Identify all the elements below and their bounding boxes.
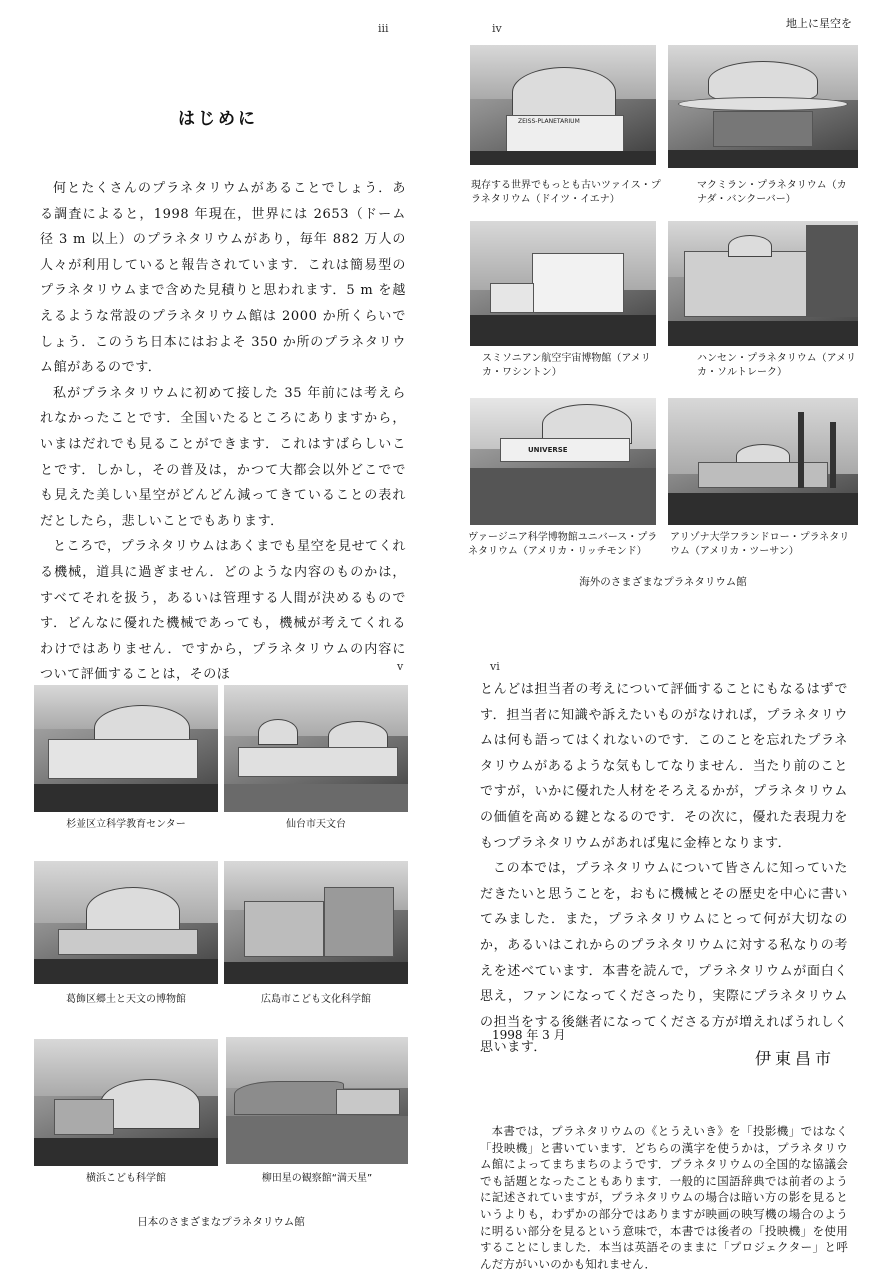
page-number-iv: iv (492, 22, 502, 35)
photo-yanagida (226, 1037, 408, 1164)
caption-zeiss-jena: 現存する世界でもっとも古いツァイス・プラネタリウム（ドイツ・イエナ） (471, 180, 661, 205)
caption-virginia-universe: ヴァージニア科学博物館ユニバース・プラネタリウム（アメリカ・リッチモンド） (468, 532, 658, 557)
page-number-vi: vi (490, 660, 500, 673)
caption-yokohama: 横浜こども科学館 (86, 1173, 166, 1184)
overseas-section-caption: 海外のさまざまなプラネタリウム館 (579, 576, 747, 588)
photo-hiroshima (224, 861, 408, 984)
page-title: はじめに (178, 109, 258, 129)
caption-hiroshima: 広島市こども文化科学館 (261, 994, 371, 1005)
caption-hansen: ハンセン・プラネタリウム（アメリカ・ソルトレーク） (697, 353, 856, 378)
caption-yanagida: 柳田星の観察館“満天星” (261, 1173, 373, 1184)
closing-paragraph-2: この本では，プラネタリウムについて皆さんに知っていただきたいと思うことを，おもに機械とその歴史を中心に書いてみました．また，プラネタリウムにとって何が大切なのか，あるいはこれからのプラネタリウムに対する私なりの考えを述べています．本書を読んで，プラネタリウムが面白く思え，ファンになってくださったり，実際にプラネタリウムの担当をする後継者になってくださる方が増えればうれしく思います． (480, 861, 848, 1056)
intro-paragraph-2: 私がプラネタリウムに初めて接した 35 年前には考えられなかったことです．全国いたるところにありますから，いまはだれでも見ることができます．これはすばらしいことです．しかし，その普及は，かつて大都会以外どこででも見えた美しい星空がどんどん減ってきていることの表れだとしたら，悲しいことでもあります． (40, 385, 406, 529)
closing-text (480, 677, 848, 1061)
japan-section-caption: 日本のさまざまなプラネタリウム館 (137, 1216, 305, 1228)
header-label: 地上に星空を (786, 17, 852, 30)
photo-macmillan (668, 45, 858, 168)
page-number-v: v (397, 660, 404, 673)
caption-macmillan: マクミラン・プラネタリウム（カナダ・バンクーバー） (697, 180, 847, 205)
translation-note (480, 1123, 848, 1272)
page-number-iii: iii (378, 22, 389, 35)
caption-suginami: 杉並区立科学教育センター (66, 819, 186, 830)
caption-sendai: 仙台市天文台 (286, 819, 346, 830)
photo-katsushika (34, 861, 218, 984)
photo-smithsonian (470, 221, 656, 346)
photo-virginia-universe (470, 398, 656, 525)
universe-sign: UNIVERSE (528, 446, 568, 454)
photo-zeiss-jena (470, 45, 656, 165)
author-name: 伊東昌市 (755, 1049, 836, 1068)
zeiss-sign: ZEISS-PLANETARIUM (518, 118, 580, 125)
photo-suginami (34, 685, 218, 812)
intro-text (40, 176, 406, 688)
photo-yokohama (34, 1039, 218, 1166)
closing-paragraph-1: とんどは担当者の考えについて評価することにもなるはずです．担当者に知識や訴えたいものがなければ，プラネタリウムは何も語ってはくれないのです．このことを忘れたプラネタリウムがあるような気もしてなりません．当たり前のことですが，いかに優れた人材をそろえるかが，プラネタリウムの価値を高める鍵となるのです．その次に，優れた表現力をもつプラネタリウムがあれば鬼に金棒となります． (480, 682, 848, 851)
photo-sendai (224, 685, 408, 812)
intro-paragraph-3: ところで，プラネタリウムはあくまでも星空を見せてくれる機械，道具に過ぎません．どのような内容のものかは，すべてそれを扱う，あるいは管理する人間が決めるものです．どんなに優れた機械であっても，機械が考えてくれるわけではありません．ですから，プラネタリウムの内容について評価することは，そのほ (40, 539, 406, 683)
photo-arizona-flandrau (668, 398, 858, 525)
preface-date: 1998 年 3 月 (492, 1028, 566, 1042)
caption-arizona-flandrau: アリゾナ大学フランドロー・プラネタリウム（アメリカ・ツーサン） (670, 532, 850, 557)
caption-smithsonian: スミソニアン航空宇宙博物館（アメリカ・ワシントン） (482, 353, 651, 378)
caption-katsushika: 葛飾区郷土と天文の博物館 (66, 994, 186, 1005)
intro-paragraph-1: 何とたくさんのプラネタリウムがあることでしょう．ある調査によると，1998 年現在，世界には 2653（ドーム径 3 m 以上）のプラネタリウムがあり，毎年 882 万人の人々が利用していると報告されています．これは簡易型のプラネタリウムまで含めた見積りと思われます．5 m を越えるような常設のプラネタリウム館は 2000 か所くらいでしょう．このうち日本にはおよそ 350 か所のプラネタリウム館があるのです． (40, 181, 406, 376)
photo-hansen (668, 221, 858, 346)
note-text: 本書では，プラネタリウムの《とうえいき》を「投影機」ではなく「投映機」と書いています．どちらの漢字を使うかは，プラネタリウム館によってまちまちのようです．プラネタリウムの全国的な協議会でも話題となったこともあります．一般的に国語辞典では前者のように記述されていますが，プラネタリウムの場合は暗い方の影を見るというよりも，わずかの部分ではありますが映画の映写機の場合のように明るい部分を見るという意味で，本書では後者の「投映機」を使用することにしました．本当は英語そのままに「プロジェクター」と呼んだ方がいいのかも知れません． (480, 1124, 848, 1271)
